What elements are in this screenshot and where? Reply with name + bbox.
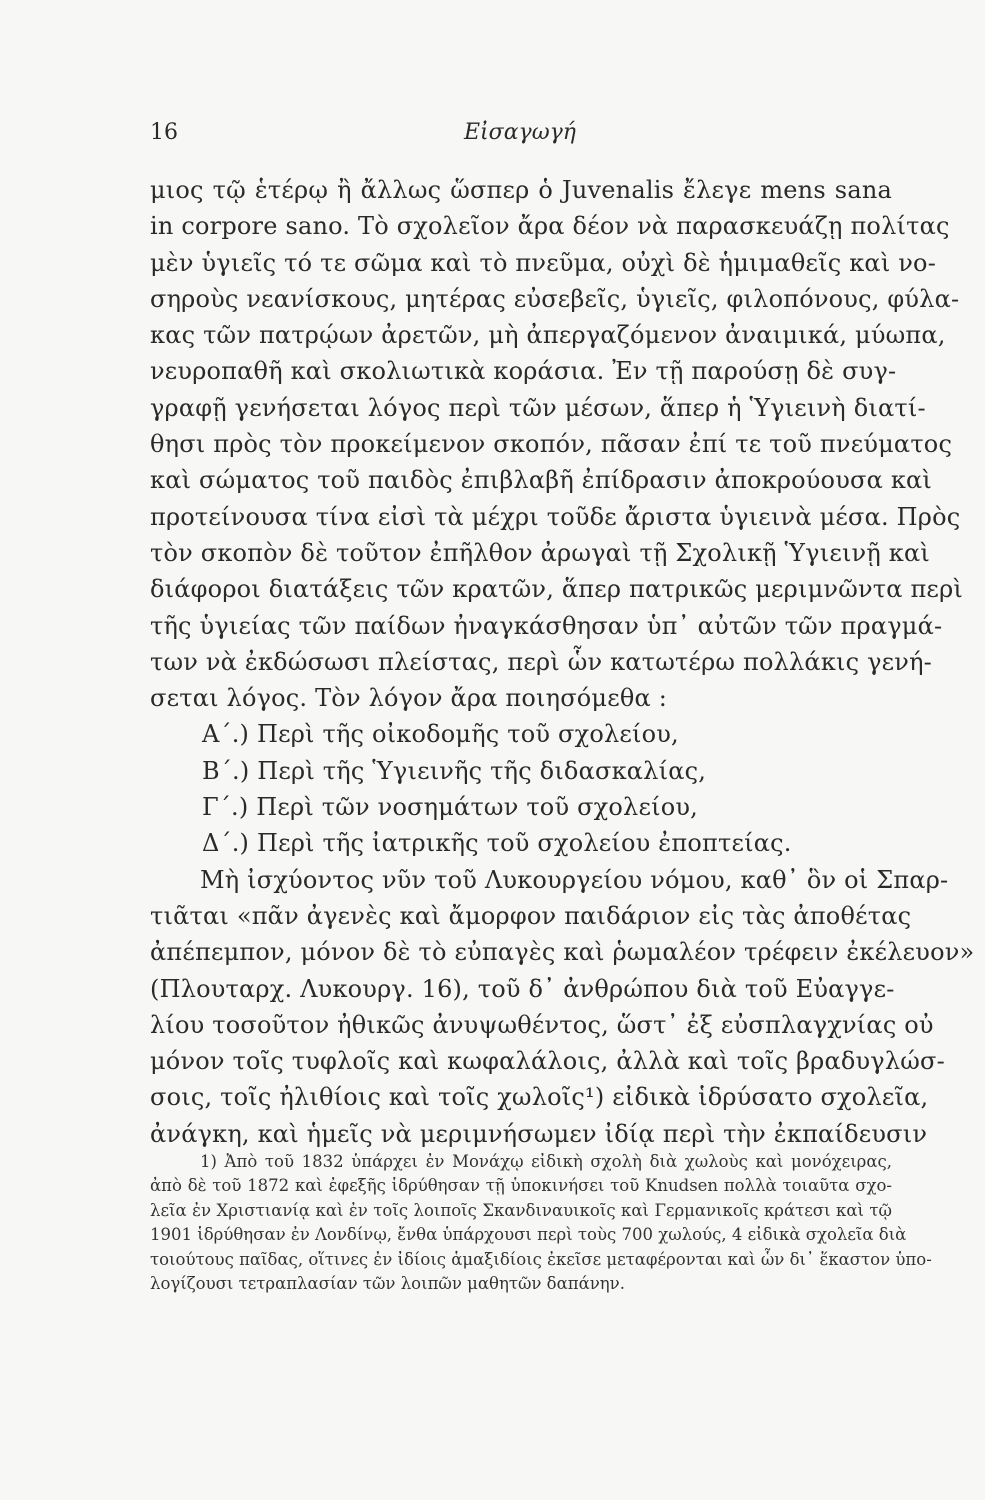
page-header (150, 120, 890, 150)
text-line: διάφοροι διατάξεις τῶν κρατῶν, ἅπερ πατρικῶς μεριμνῶντα περὶ (150, 575, 963, 604)
text-line: μὲν ὑγιεῖς τό τε σῶμα καὶ τὸ πνεῦμα, οὐχὶ δὲ ἡμιμαθεῖς καὶ νο- (150, 248, 937, 277)
text-line: Μὴ ἰσχύοντος νῦν τοῦ Λυκουργείου νόμου, καθ᾽ ὃν οἱ Σπαρ- (200, 865, 949, 894)
text-line: σηροὺς νεανίσκους, μητέρας εὐσεβεῖς, ὑγιεῖς, φιλοπόνους, φύλα- (150, 284, 960, 313)
text-line: κας τῶν πατρῴων ἀρετῶν, μὴ ἀπεργαζόμενον ἀναιμικά, μύωπα, (150, 321, 946, 350)
running-title: Εἰσαγωγή (464, 120, 576, 145)
text-line: των νὰ ἐκδώσωσι πλείστας, περὶ ὧν κατωτέρω πολλάκις γενή- (150, 647, 932, 676)
footnote-line: τοιούτους παῖδας, οἵτινες ἐν ἰδίοις ἁμαξιδίοις ἐκεῖσε μεταφέρονται καὶ ὧν δι᾽ ἕκαστον ὑπο- (150, 1249, 932, 1269)
list-item: Β΄.) Περὶ τῆς Ὑγιεινῆς τῆς διδασκαλίας, (202, 756, 707, 785)
text-line: ἀπέπεμπον, μόνον δὲ τὸ εὐπαγὲς καὶ ῥωμαλέον τρέφειν ἐκέλευον» (150, 938, 975, 967)
text-line: γραφῇ γενήσεται λόγος περὶ τῶν μέσων, ἅπερ ἡ Ὑγιεινὴ διατί- (150, 393, 926, 422)
footnote-line: 1901 ἱδρύθησαν ἐν Λονδίνῳ, ἔνθα ὑπάρχουσι περὶ τοὺς 700 χωλούς, 4 εἰδικὰ σχολεῖα διὰ (150, 1225, 907, 1245)
list-item: Δ΄.) Περὶ τῆς ἰατρικῆς τοῦ σχολείου ἐποπτείας. (202, 829, 792, 858)
footnote-line: λεῖα ἐν Χριστιανίᾳ καὶ ἐν τοῖς λοιποῖς Σκανδιναυικοῖς καὶ Γερμανικοῖς κράτεσι καὶ τῷ (150, 1200, 892, 1220)
footnote-line: ἀπὸ δὲ τοῦ 1872 καὶ ἐφεξῆς ἱδρύθησαν τῇ ὑποκινήσει τοῦ Knudsen πολλὰ τοιαῦτα σχο- (150, 1176, 892, 1196)
text-line: σοις, τοῖς ἠλιθίοις καὶ τοῖς χωλοῖς¹) εἰδικὰ ἱδρύσατο σχολεῖα, (150, 1083, 929, 1112)
text-line: τῆς ὑγιείας τῶν παίδων ἠναγκάσθησαν ὑπ᾽ αὐτῶν τῶν πραγμά- (150, 611, 943, 640)
text-line: προτείνουσα τίνα εἰσὶ τὰ μέχρι τοῦδε ἄριστα ὑγιεινὰ μέσα. Πρὸς (150, 502, 961, 531)
text-line: σεται λόγος. Τὸν λόγον ἄρα ποιησόμεθα : (150, 684, 668, 713)
footnotes (150, 1150, 932, 1296)
text-line: μόνον τοῖς τυφλοῖς καὶ κωφαλάλοις, ἀλλὰ καὶ τοῖς βραδυγλώσ- (150, 1047, 945, 1076)
text-line: τὸν σκοπὸν δὲ τοῦτον ἐπῆλθον ἀρωγαὶ τῇ Σχολικῇ Ὑγιεινῇ καὶ (150, 538, 930, 567)
footnote-line: 1) Ἀπὸ τοῦ 1832 ὑπάρχει ἐν Μονάχῳ εἰδικὴ σχολὴ διὰ χωλοὺς καὶ μονόχειρας, (200, 1152, 892, 1171)
page-number: 16 (150, 120, 178, 145)
text-line: καὶ σώματος τοῦ παιδὸς ἐπιβλαβῆ ἐπίδρασιν ἀποκρούουσα καὶ (150, 466, 933, 495)
text-line: (Πλουταρχ. Λυκουργ. 16), τοῦ δ᾽ ἀνθρώπου διὰ τοῦ Εὐαγγε- (150, 974, 895, 1003)
list-item: Γ΄.) Περὶ τῶν νοσημάτων τοῦ σχολείου, (202, 793, 698, 822)
list-item: Α΄.) Περὶ τῆς οἰκοδομῆς τοῦ σχολείου, (202, 720, 679, 749)
footnote-line: λογίζουσι τετραπλασίαν τῶν λοιπῶν μαθητῶν δαπάνην. (150, 1273, 625, 1293)
text-line: in corpore sano. Τὸ σχολεῖον ἄρα δέον νὰ παρασκευάζῃ πολίτας (150, 212, 950, 241)
text-line: ἀνάγκη, καὶ ἡμεῖς νὰ μεριμνήσωμεν ἰδίᾳ περὶ τὴν ἐκπαίδευσιν (150, 1119, 928, 1148)
text-line: τιᾶται «πᾶν ἀγενὲς καὶ ἄμορφον παιδάριον εἰς τὰς ἀποθέτας (150, 901, 912, 930)
main-text (150, 172, 975, 1152)
text-line: θησι πρὸς τὸν προκείμενον σκοπόν, πᾶσαν ἐπί τε τοῦ πνεύματος (150, 430, 953, 459)
text-line: νευροπαθῆ καὶ σκολιωτικὰ κοράσια. Ἐν τῇ παρούσῃ δὲ συγ- (150, 357, 897, 386)
text-line: λίου τοσοῦτον ἠθικῶς ἀνυψωθέντος, ὥστ᾽ ἐξ εὐσπλαγχνίας οὐ (150, 1010, 934, 1039)
text-line: μιος τῷ ἑτέρῳ ἢ ἄλλως ὥσπερ ὁ Juvenalis ἔλεγε mens sana (150, 176, 892, 204)
